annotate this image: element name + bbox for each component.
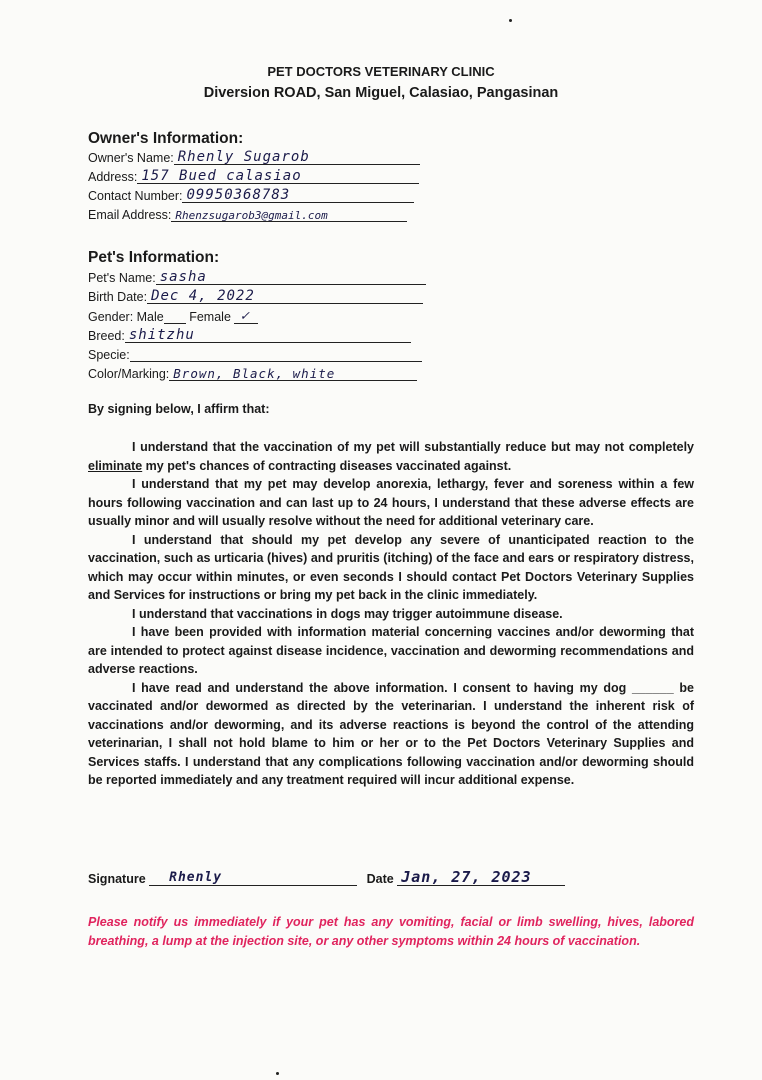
breed-label: Breed: xyxy=(88,329,125,343)
paragraph-autoimmune: I understand that vaccinations in dogs may trigger autoimmune disease. xyxy=(132,606,563,621)
p1-text-a: I understand that the vaccination of my pet will substantially reduce but may not completely xyxy=(132,440,694,454)
specie-field[interactable] xyxy=(130,348,422,362)
female-check-mark: ✓ xyxy=(240,308,250,324)
p1-text-b: my pet's chances of contracting diseases vaccinated against. xyxy=(142,458,512,473)
birth-date-label: Birth Date: xyxy=(88,290,148,304)
gender-male-label: Gender: Male xyxy=(88,310,164,324)
scan-speck xyxy=(509,19,512,22)
birth-date-value: Dec 4, 2022 xyxy=(151,288,255,304)
contact-label: Contact Number: xyxy=(88,189,183,203)
email-value: Rhenzsugarob3@gmail.com xyxy=(175,209,328,222)
pet-section-title: Pet's Information: xyxy=(88,249,220,266)
contact-row xyxy=(88,189,414,203)
specie-row xyxy=(88,348,422,362)
address-row xyxy=(88,170,419,184)
email-row xyxy=(88,208,407,222)
address-label: Address: xyxy=(88,170,138,184)
owner-section-title: Owner's Information: xyxy=(88,130,244,147)
paragraph-consent xyxy=(88,679,694,790)
color-row xyxy=(88,367,417,381)
gender-row xyxy=(88,310,258,324)
pet-name-row xyxy=(88,271,426,285)
pet-name-value: sasha xyxy=(159,269,207,285)
p6-text-b: be vaccinated and/or dewormed as directed by the veterinarian. I understand the inherent risk of vaccinations and/or deworming, and its adverse reactions is beyond the control of the attending veterinarian, I shall not hold blame to him or her or to the Pet Doctors Veterinary Supplies and Services staffs. I understand that any complications following vaccination and/or deworming should be reported immediately and any treatment required will incur additional expense. xyxy=(88,680,694,787)
signature-value: Rhenly xyxy=(169,870,223,885)
signature-label: Signature xyxy=(88,872,146,886)
p1-underlined-word: eliminate xyxy=(88,458,143,473)
affirm-heading: By signing below, I affirm that: xyxy=(88,402,270,416)
address-value: 157 Bued calasiao xyxy=(141,168,302,184)
color-field[interactable] xyxy=(169,367,417,381)
address-field[interactable] xyxy=(137,170,419,184)
date-label: Date xyxy=(366,872,394,886)
date-value: Jan, 27, 2023 xyxy=(401,868,532,886)
color-label: Color/Marking: xyxy=(88,367,170,381)
pet-name-label: Pet's Name: xyxy=(88,271,156,285)
email-label: Email Address: xyxy=(88,208,172,222)
paragraph-information-material: I have been provided with information material concerning vaccines and/or deworming that are intended to protect against disease incidence, vaccination and deworming recommendations and adverse reactions. xyxy=(88,625,694,676)
affirmation-text xyxy=(88,438,694,790)
breed-row xyxy=(88,329,411,343)
date-field[interactable] xyxy=(397,868,565,886)
clinic-address: Diversion ROAD, San Miguel, Calasiao, Pangasinan xyxy=(203,85,559,101)
birth-date-row xyxy=(88,290,423,304)
owner-name-label: Owner's Name: xyxy=(88,151,174,165)
notice-text: Please notify us immediately if your pet has any vomiting, facial or limb swelling, hives, labored breathing, a lump at the injection site, or any other symptoms within 24 hours of vaccination. xyxy=(88,915,694,948)
contact-field[interactable] xyxy=(182,189,414,203)
p6-text-a: I have read and understand the above information. I consent to having my dog xyxy=(132,680,632,695)
owner-name-value: Rhenly Sugarob xyxy=(177,149,310,165)
pet-name-field[interactable] xyxy=(156,271,426,285)
email-field[interactable] xyxy=(171,208,407,222)
specie-label: Specie: xyxy=(88,348,130,362)
gender-female-field[interactable] xyxy=(234,310,258,324)
owner-name-row xyxy=(88,151,420,165)
color-value: Brown, Black, white xyxy=(173,366,336,381)
breed-field[interactable] xyxy=(125,329,411,343)
gender-male-field[interactable] xyxy=(164,310,186,324)
gender-female-label: Female xyxy=(189,310,231,324)
signature-row xyxy=(88,868,565,886)
birth-date-field[interactable] xyxy=(147,290,423,304)
owner-name-field[interactable] xyxy=(174,151,420,165)
paragraph-side-effects: I understand that my pet may develop anorexia, lethargy, fever and soreness within a few hours following vaccination and can last up to 24 hours, I understand that these adverse effects are usually minor and will usually resolve without the need for additional veterinary care. xyxy=(88,477,694,528)
paragraph-vaccination-reduce xyxy=(88,438,694,475)
dog-name-blank[interactable]: ______ xyxy=(631,680,674,695)
breed-value: shitzhu xyxy=(128,327,195,343)
scan-speck xyxy=(276,1072,279,1075)
contact-value: 09950368783 xyxy=(186,187,291,203)
signature-field[interactable] xyxy=(149,872,357,886)
clinic-name: PET DOCTORS VETERINARY CLINIC xyxy=(267,64,495,79)
paragraph-severe-reaction: I understand that should my pet develop any severe of unanticipated reaction to the vaccination, such as urticaria (hives) and pruritis (itching) of the face and ears or respiratory distress, which may occur within minutes, or even seconds I should contact Pet Doctors Veterinary Supplies and Services for instructions or bring my pet back in the clinic immediately. xyxy=(88,532,694,602)
